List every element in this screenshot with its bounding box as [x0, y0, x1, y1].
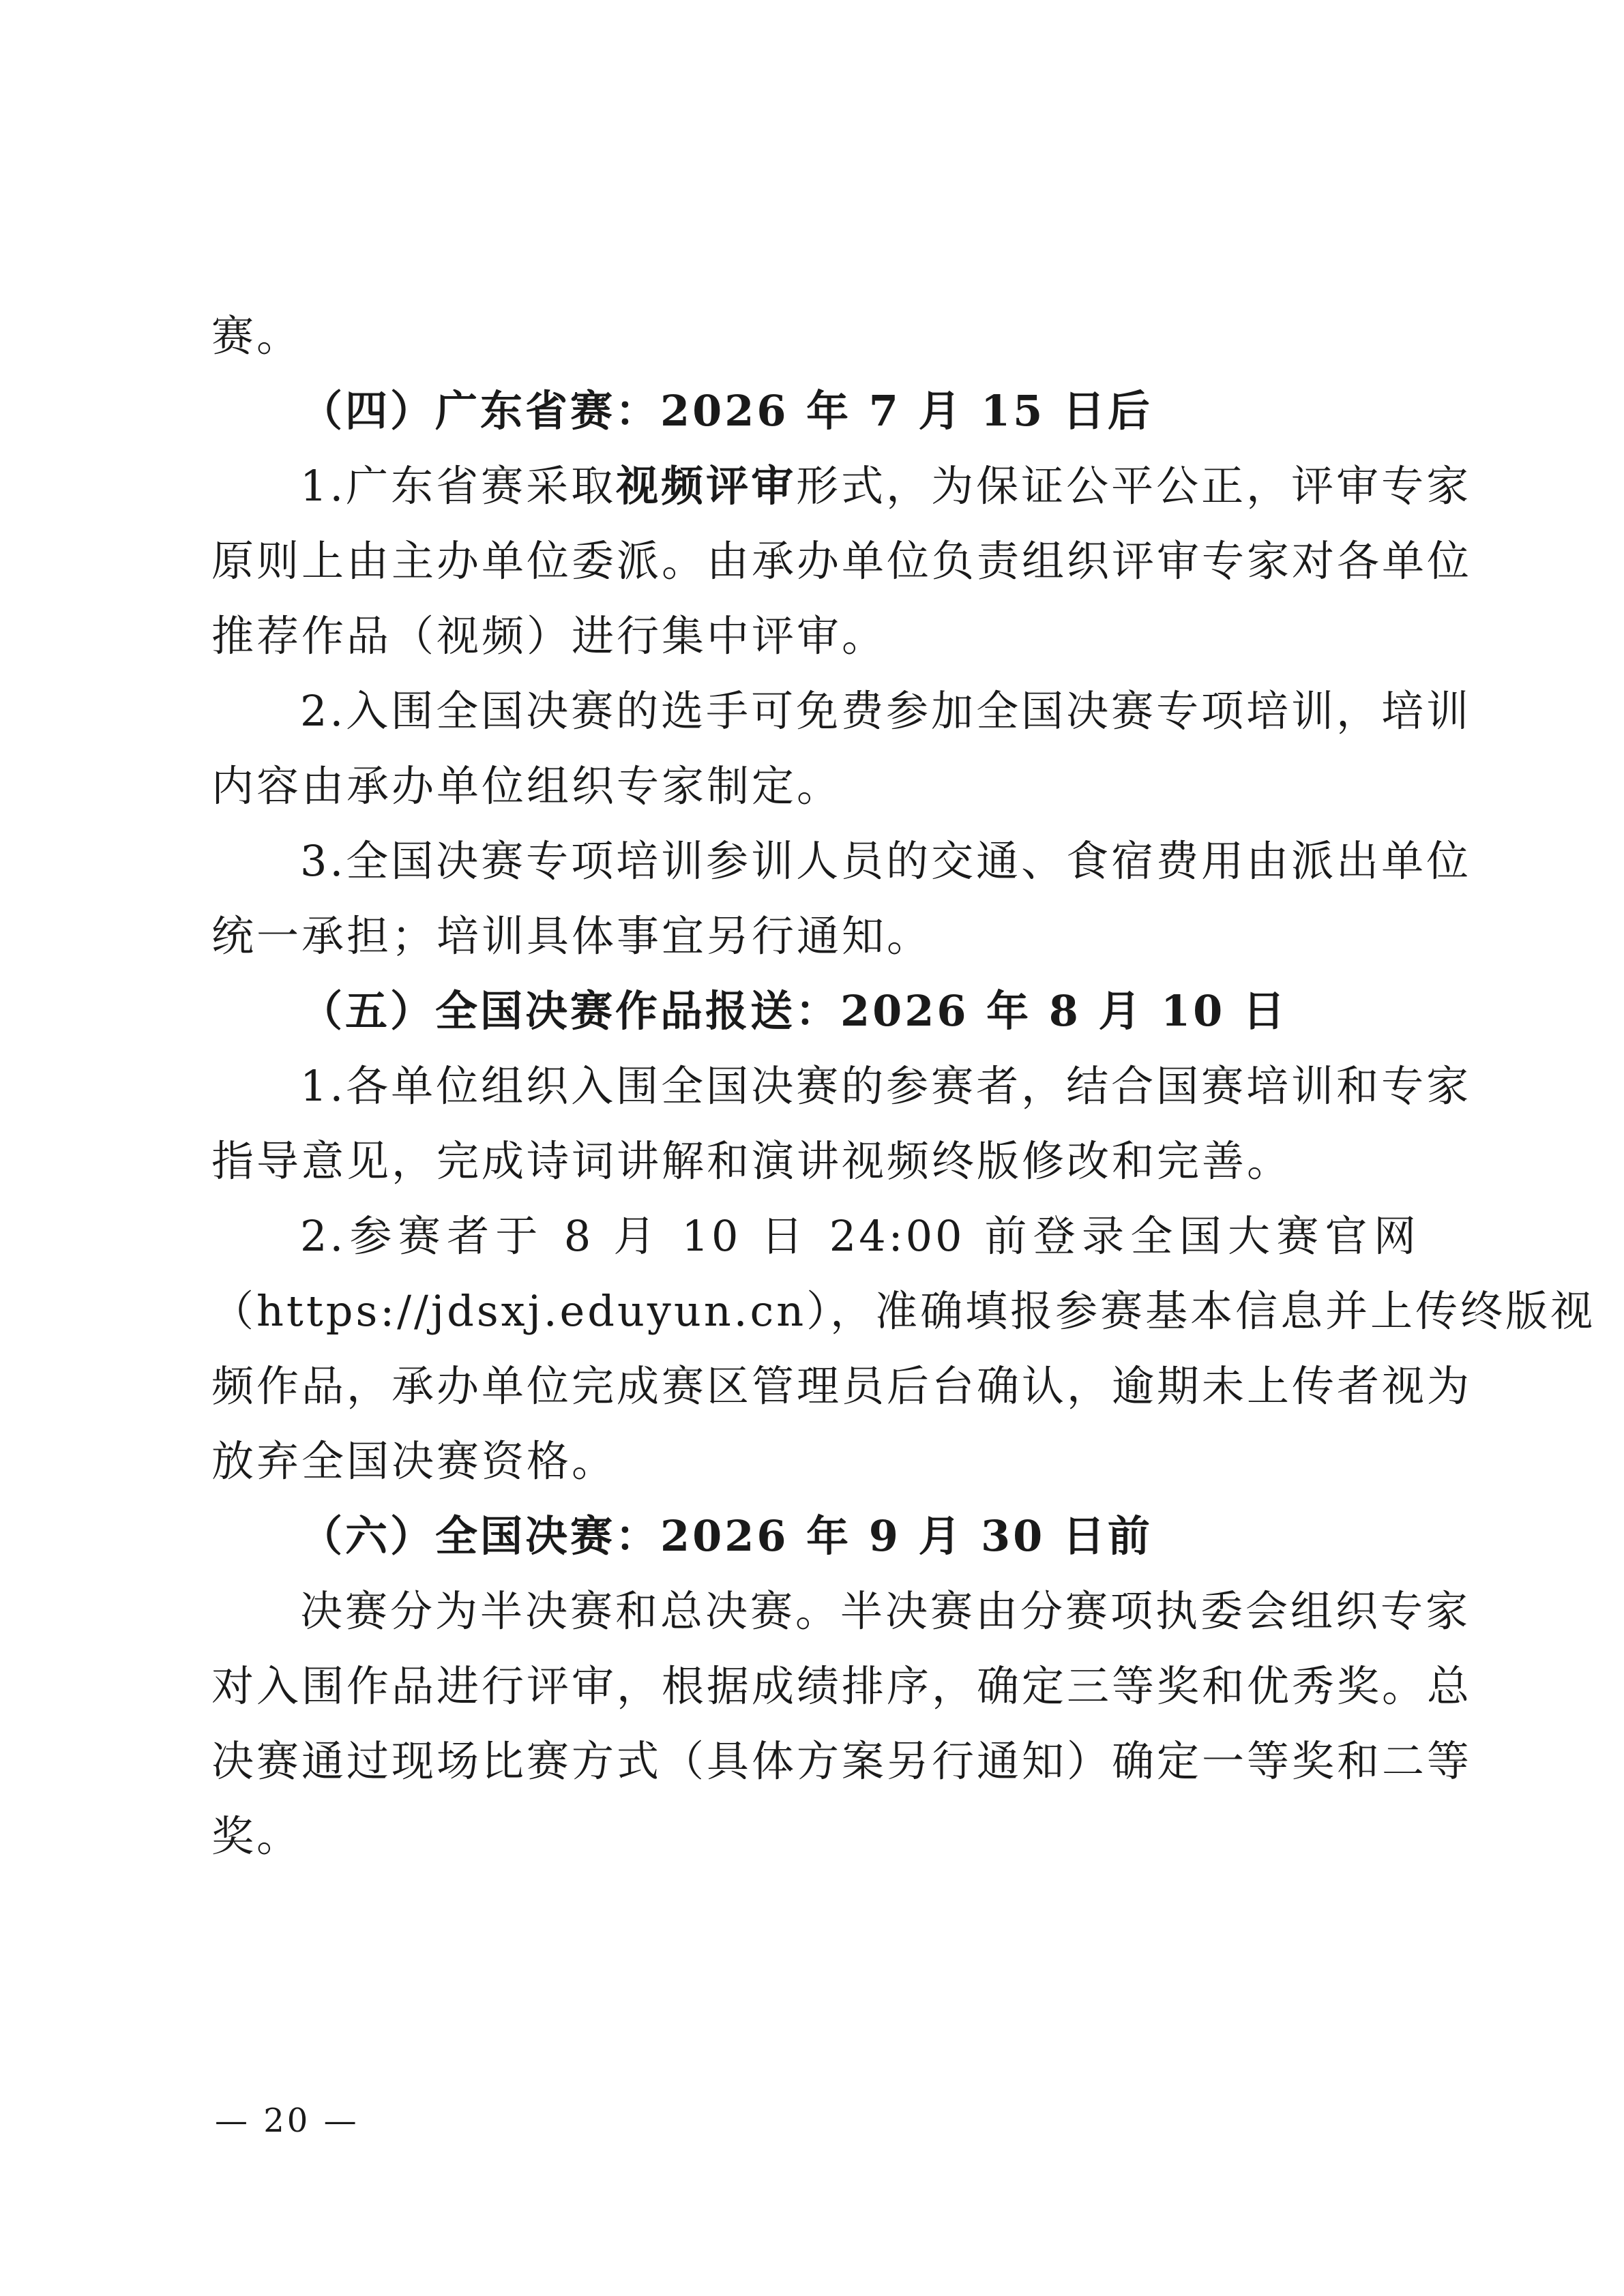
text-line: 3.全国决赛专项培训参训人员的交通、食宿费用由派出单位: [300, 836, 1472, 886]
text-line: 对入围作品进行评审，根据成绩排序，确定三等奖和优秀奖。总: [211, 1661, 1473, 1711]
text-line: 2.参赛者于 8 月 10 日 24:00 前登录全国大赛官网: [300, 1211, 1419, 1261]
page-number: — 20 —: [215, 2102, 359, 2140]
text-line: 推荐作品（视频）进行集中评审。: [211, 611, 887, 661]
section-heading-four: （四）广东省赛：2026 年 7 月 15 日后: [300, 386, 1153, 436]
emphasized-text: 视频评审: [616, 461, 797, 511]
text-line: 指导意见，完成诗词讲解和演讲视频终版修改和完善。: [211, 1136, 1293, 1186]
text-line: [300, 449, 1472, 524]
text-line: 内容由承办单位组织专家制定。: [211, 761, 842, 811]
section-heading-six: （六）全国决赛：2026 年 9 月 30 日前: [300, 1511, 1153, 1561]
text-line: 放弃全国决赛资格。: [211, 1436, 617, 1486]
text-line: 统一承担；培训具体事宜另行通知。: [211, 911, 932, 961]
section-heading-five: （五）全国决赛作品报送：2026 年 8 月 10 日: [300, 986, 1288, 1036]
text-line: 奖。: [211, 1811, 302, 1861]
text-line: 2.入围全国决赛的选手可免费参加全国决赛专项培训，培训: [300, 686, 1472, 736]
text-line: 赛。: [211, 311, 302, 361]
text-line: 决赛通过现场比赛方式（具体方案另行通知）确定一等奖和二等: [211, 1736, 1473, 1786]
text-fragment: 1.广东省赛采取: [300, 461, 617, 511]
text-line: 原则上由主办单位委派。由承办单位负责组织评审专家对各单位: [211, 536, 1473, 586]
text-line: 频作品，承办单位完成赛区管理员后台确认，逾期未上传者视为: [211, 1361, 1473, 1411]
text-fragment: 形式，为保证公平公正，评审专家: [796, 461, 1472, 511]
text-line: 1.各单位组织入围全国决赛的参赛者，结合国赛培训和专家: [300, 1061, 1472, 1111]
text-line-with-url: （https://jdsxj.eduyun.cn），准确填报参赛基本信息并上传终版视: [211, 1286, 1596, 1336]
text-line: 决赛分为半决赛和总决赛。半决赛由分赛项执委会组织专家: [300, 1586, 1471, 1636]
